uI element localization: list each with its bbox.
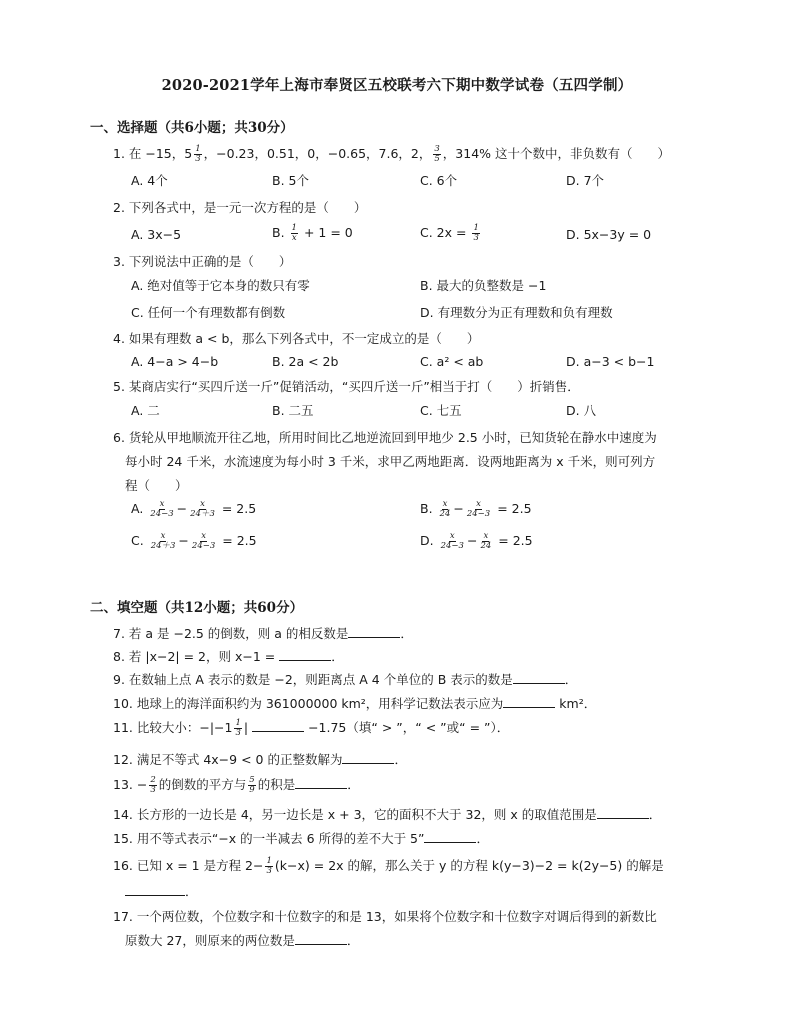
question-4-option-d[interactable]: D. a−3 < b−1 bbox=[566, 354, 655, 369]
question-4-option-c[interactable]: C. a² < ab bbox=[420, 354, 484, 369]
question-15: 15. 用不等式表示“−x 的一半减去 6 所得的差不大于 5” ． bbox=[113, 831, 489, 846]
question-2-option-c[interactable]: C. 2x = $\frac{1}{3}$ bbox=[420, 223, 479, 243]
question-16-continued: ． bbox=[125, 883, 198, 901]
question-1-option-b[interactable]: B. 5个 bbox=[272, 173, 309, 188]
question-1-option-c[interactable]: C. 6个 bbox=[420, 173, 458, 188]
answer-blank[interactable] bbox=[295, 932, 347, 945]
question-1-option-d[interactable]: D. 7个 bbox=[566, 173, 605, 188]
question-6-stem-line3: 程（ ） bbox=[125, 478, 188, 493]
answer-blank[interactable] bbox=[348, 625, 400, 638]
question-10: 10. 地球上的海洋面积约为 361000000 km²，用科学记数法表示应为 km²． bbox=[113, 696, 597, 711]
answer-blank[interactable] bbox=[295, 776, 347, 789]
section-heading-choice: 一、选择题（共6小题；共30分） bbox=[90, 120, 294, 136]
question-12: 12. 满足不等式 4x−9 < 0 的正整数解为 ． bbox=[113, 752, 407, 767]
question-7: 7. 若 a 是 −2.5 的倒数，则 a 的相反数是 ． bbox=[113, 626, 413, 641]
question-6-stem-line2: 每小时 24 千米，水流速度为每小时 3 千米，求甲乙两地距离．设两地距离为 x 千米，则可列方 bbox=[125, 454, 656, 469]
fraction: $\frac{1}{3}$ bbox=[473, 223, 479, 243]
question-4-option-b[interactable]: B. 2a < 2b bbox=[272, 354, 339, 369]
answer-blank[interactable] bbox=[252, 719, 304, 732]
page-title: 2020-2021学年上海市奉贤区五校联考六下期中数学试卷（五四学制） bbox=[161, 77, 633, 94]
answer-blank[interactable] bbox=[424, 830, 476, 843]
question-1-stem: 1. 在 −15，5 $\frac{1}{3}$ ，−0.23，0.51，0，−0.65，7.6，2， $\frac{3}{5}$ ，314% 这十个数中，非负数有（ ） bbox=[113, 144, 671, 164]
question-2-stem: 2. 下列各式中，是一元一次方程的是（ ） bbox=[113, 200, 367, 215]
section-heading-fill: 二、填空题（共12小题；共60分） bbox=[90, 600, 304, 616]
question-8: 8. 若 |x−2| = 2，则 x−1 = ． bbox=[113, 649, 344, 664]
question-3-stem: 3. 下列说法中正确的是（ ） bbox=[113, 254, 292, 269]
question-6-option-a[interactable]: A. $\frac{x}{24-3}$ − $\frac{x}{24+3}$ = 2.5 bbox=[131, 499, 257, 519]
question-3-option-d[interactable]: D. 有理数分为正有理数和负有理数 bbox=[420, 305, 613, 320]
question-3-option-c[interactable]: C. 任何一个有理数都有倒数 bbox=[131, 305, 286, 320]
answer-blank[interactable] bbox=[125, 883, 185, 896]
question-1-option-a[interactable]: A. 4个 bbox=[131, 173, 168, 188]
question-6-stem-line1: 6. 货轮从甲地顺流开往乙地，所用时间比乙地逆流回到甲地少 2.5 小时，已知货轮在静水中速度为 bbox=[113, 430, 657, 445]
question-4-option-a[interactable]: A. 4−a > 4−b bbox=[131, 354, 219, 369]
question-3-option-a[interactable]: A. 绝对值等于它本身的数只有零 bbox=[131, 278, 310, 293]
question-2-option-d[interactable]: D. 5x−3y = 0 bbox=[566, 227, 652, 242]
question-11: 11. 比较大小：−|−1 $\frac{1}{3}$ | −1.75（填“ > ”，“ < ”或“ = ”）． bbox=[113, 718, 510, 738]
answer-blank[interactable] bbox=[513, 671, 565, 684]
answer-blank[interactable] bbox=[279, 648, 331, 661]
fraction: $\frac{1}{3}$ bbox=[195, 144, 201, 164]
question-14: 14. 长方形的一边长是 4，另一边长是 x + 3，它的面积不大于 32，则 x 的取值范围是 ． bbox=[113, 807, 662, 822]
question-5-option-c[interactable]: C. 七五 bbox=[420, 403, 462, 418]
question-6-option-c[interactable]: C. $\frac{x}{24+3}$ − $\frac{x}{24-3}$ = 2.5 bbox=[131, 531, 257, 551]
answer-blank[interactable] bbox=[597, 806, 649, 819]
question-2-option-a[interactable]: A. 3x−5 bbox=[131, 227, 182, 242]
question-9: 9. 在数轴上点 A 表示的数是 −2，则距离点 A 4 个单位的 B 表示的数是 ． bbox=[113, 672, 578, 687]
question-4-stem: 4. 如果有理数 a < b，那么下列各式中，不一定成立的是（ ） bbox=[113, 331, 480, 346]
question-6-option-d[interactable]: D. $\frac{x}{24-3}$ − $\frac{x}{24}$ = 2.5 bbox=[420, 531, 533, 551]
question-6-option-b[interactable]: B. $\frac{x}{24}$ − $\frac{x}{24-3}$ = 2.5 bbox=[420, 499, 532, 519]
question-13: 13. − $\frac{2}{3}$ 的倒数的平方与 $\frac{5}{9}$ 的积是 ． bbox=[113, 775, 360, 795]
question-2-option-b[interactable]: B. $\frac{1}{x}$ + 1 = 0 bbox=[272, 223, 353, 243]
question-5-stem: 5. 某商店实行“买四斤送一斤”促销活动，“买四斤送一斤”相当于打（ ）折销售． bbox=[113, 379, 580, 394]
question-17-line1: 17. 一个两位数，个位数字和十位数字的和是 13，如果将个位数字和十位数字对调后得到的新数比 bbox=[113, 909, 657, 924]
question-3-option-b[interactable]: B. 最大的负整数是 −1 bbox=[420, 278, 547, 293]
fraction: $\frac{3}{5}$ bbox=[434, 144, 440, 164]
question-17-line2: 原数大 27，则原来的两位数是 ． bbox=[125, 933, 360, 948]
question-16: 16. 已知 x = 1 是方程 2− $\frac{1}{3}$ (k−x) = 2x 的解，那么关于 y 的方程 k(y−3)−2 = k(2y−5) 的解是 bbox=[113, 856, 664, 876]
question-5-option-b[interactable]: B. 二五 bbox=[272, 403, 314, 418]
question-5-option-a[interactable]: A. 二 bbox=[131, 403, 160, 418]
answer-blank[interactable] bbox=[342, 751, 394, 764]
fraction: $\frac{1}{x}$ bbox=[291, 223, 297, 243]
question-5-option-d[interactable]: D. 八 bbox=[566, 403, 597, 418]
answer-blank[interactable] bbox=[503, 695, 555, 708]
